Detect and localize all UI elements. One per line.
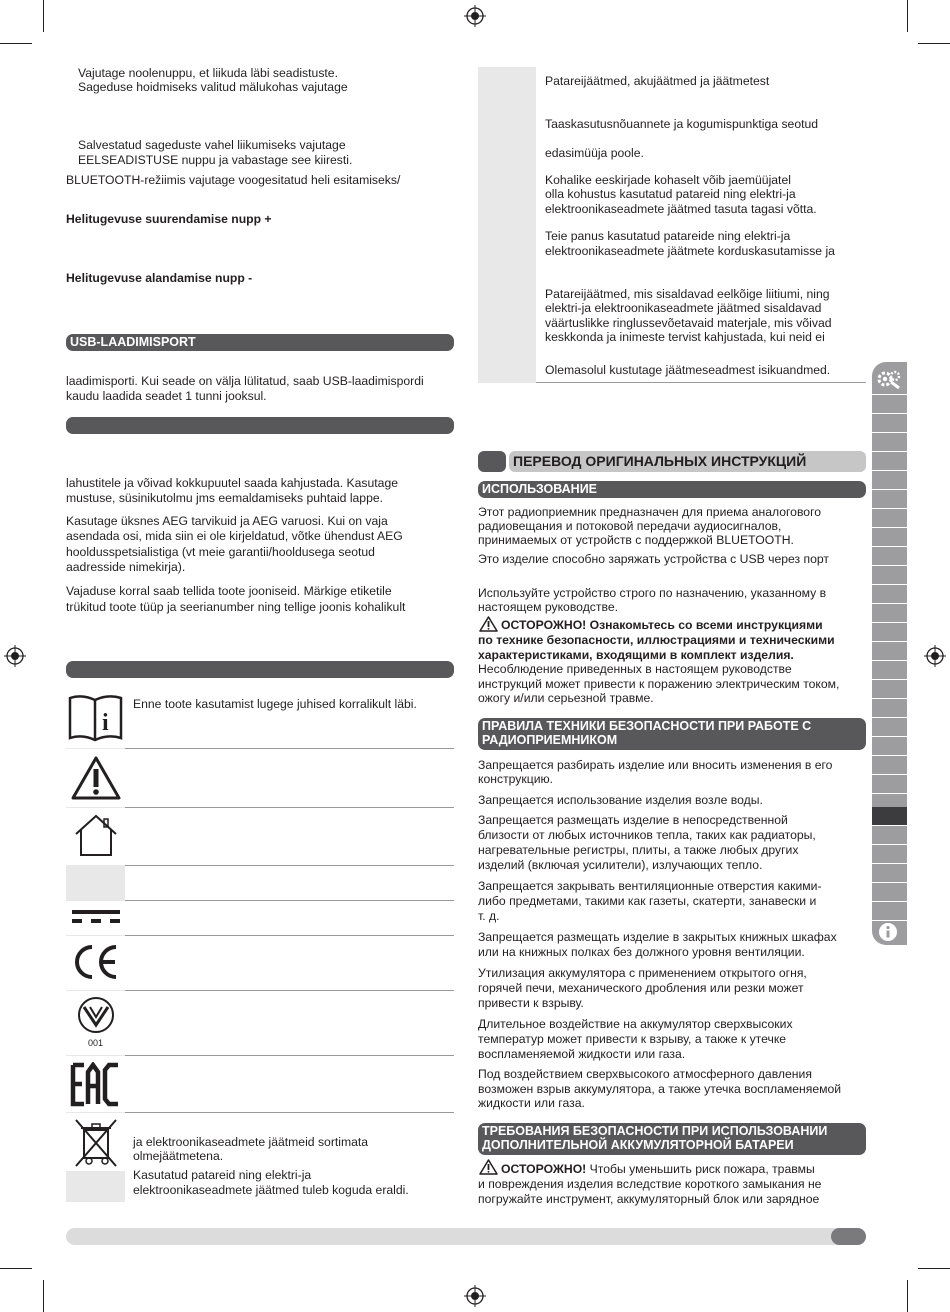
recycling-text: edasimüüja poole. [545, 146, 644, 160]
recycling-text: Patareijäätmed, akujäätmed ja jäätmetest [545, 74, 770, 88]
page-number-pill [831, 1228, 866, 1245]
side-tab [872, 414, 907, 432]
table-divider [125, 900, 454, 901]
warning-text: инструкций может привести к поражению электрическим током, [478, 677, 840, 691]
safety-item: Длительное воздействие на аккумулятор сверхвысоких [478, 1017, 793, 1031]
recycling-text: keskkonda ja inimeste tervist kahjustada, kui neid ei [545, 330, 825, 344]
recycling-text: elektroonikaseadmete jäätmed tasuta tagasi võtta. [545, 202, 817, 216]
recycling-text: Kohalike eeskirjade kohaselt võib jaemüüjatel [545, 173, 791, 187]
maintenance-header [66, 417, 454, 434]
ce-mark-icon [70, 942, 122, 982]
side-tab [872, 490, 907, 508]
registration-mark-icon [464, 5, 486, 27]
side-tab [872, 528, 907, 546]
info-icon [878, 922, 898, 942]
side-tab [872, 756, 907, 774]
safety-item: жидкости или газа. [478, 1096, 585, 1110]
use-text: радиовещания и потоковой передачи аудиосигналов, [478, 519, 782, 533]
crop-mark [0, 43, 32, 44]
maintenance-text: mustuse, süsinikutolmu jms eemaldamiseks puhtaid lappe. [66, 491, 384, 505]
safety-item: температур может привести к взрыву, а также к утечке [478, 1032, 787, 1046]
safety-item: Запрещается закрывать вентиляционные отверстия какими- [478, 879, 822, 893]
safety-item: горячей печи, механического дробления или резки может [478, 981, 804, 995]
use-text: принимаемых от устройств с поддержкой BLUETOOTH. [478, 533, 794, 547]
crop-mark [43, 1280, 44, 1312]
battery-warning-text: и повреждения изделия вследствие короткого замыкания не [478, 1177, 822, 1191]
safety-item: либо предметами, такими как газеты, скатерти, занавески и [478, 894, 817, 908]
safety-header [478, 718, 866, 750]
use-text: Это изделие способно заряжать устройства с USB через порт [478, 552, 829, 566]
table-divider [125, 935, 454, 936]
crop-mark [907, 0, 908, 32]
weee-text: Kasutatud patareid ning elektri-ja [133, 1168, 312, 1182]
maintenance-text: Kasutage üksnes AEG tarvikuid ja AEG varuosi. Kui on vaja [66, 514, 388, 528]
side-tab [872, 452, 907, 470]
safety-item: Запрещается разбирать изделие или вносить изменения в его [478, 758, 833, 772]
indoor-use-icon [72, 812, 120, 858]
recycling-text: väärtuslikke ringlussevõetavaid materjale, mis võivad [545, 316, 832, 330]
use-text: Этот радиоприемник предназначен для приема аналогового [478, 505, 822, 519]
crop-mark [918, 43, 950, 44]
read-manual-icon [67, 692, 124, 742]
battery-warning-text: погружайте инструмент, аккумуляторный блок или зарядное [478, 1192, 820, 1206]
maintenance-text: hooldusspetsialistiga (vt meie garantii/hooldusega seotud [66, 545, 375, 559]
side-tab [872, 566, 907, 584]
intro-line: BLUETOOTH-režiimis vajutage voogesitatud heli esitamiseks/ [66, 173, 401, 187]
side-tab [872, 826, 907, 844]
volume-down-label: Helitugevuse alandamise nupp - [66, 271, 253, 285]
crop-mark [918, 1268, 950, 1269]
maintenance-text: asendada osi, mida siin ei ole kirjeldatud, võtke ühendust AEG [66, 529, 403, 543]
safety-item: близости от любых источников тепла, таких как радиаторы, [478, 828, 816, 842]
table-divider [125, 990, 454, 991]
read-manual-text: Enne toote kasutamist lugege juhised korralikult läbi. [133, 697, 417, 711]
maintenance-text: Vajaduse korral saab tellida toote jooniseid. Märkige etiketile [66, 584, 392, 598]
gear-wrench-icon [876, 368, 902, 390]
side-tab [872, 883, 907, 901]
side-tab [872, 661, 907, 679]
battery-header-line: ДОПОЛНИТЕЛЬНОЙ АККУМУЛЯТОРНОЙ БАТАРЕИ [482, 1137, 794, 1152]
symbols-header [66, 661, 454, 678]
crop-mark [0, 1268, 32, 1269]
eac-mark-icon [70, 1062, 122, 1107]
recycling-text: elektroonikaseadmete jäätmete korduskasutamisse ja [545, 244, 835, 258]
safety-item: Утилизация аккумулятора с применением открытого огня, [478, 966, 807, 980]
safety-item: Запрещается размещать изделие в закрытых книжных шкафах [478, 930, 837, 944]
safety-item: Запрещается использование изделия возле воды. [478, 793, 763, 807]
side-tab [872, 642, 907, 660]
side-tab [872, 509, 907, 527]
safety-item: т. д. [478, 909, 500, 923]
crossed-bin-icon [72, 1116, 120, 1168]
use-text: настоящем руководстве. [478, 600, 618, 614]
crop-mark [43, 0, 44, 32]
side-tab [872, 623, 907, 641]
battery-warning [501, 1162, 815, 1177]
side-tab [872, 604, 907, 622]
warning-bold-text: ОСТОРОЖНО! Ознакомьтесь со всеми инструкциями [501, 618, 823, 632]
recycling-text: Olemasolul kustutage jäätmeseadmest isikuandmed. [545, 363, 831, 377]
intro-line: Sageduse hoidmiseks valitud mälukohas vajutage [78, 80, 348, 94]
svg-text:i: i [102, 710, 109, 736]
side-tab [872, 902, 907, 920]
side-tab [872, 775, 907, 793]
warning-text: ожогу и/или серьезной травме. [478, 691, 654, 705]
safety-item: конструкцию. [478, 772, 554, 786]
warning-icon [479, 1159, 498, 1175]
usb-header: USB-LAADIMISPORT [66, 334, 454, 351]
recycling-text: elektri-ja elektroonikaseadmete jäätmed sisaldavad [545, 301, 822, 315]
registration-mark-icon [4, 645, 26, 667]
usb-text: laadimisporti. Kui seade on välja lülitatud, saab USB-laadimispordi [66, 374, 424, 388]
intro-line: EELSEADISTUSE nuppu ja vabastage see kiiresti. [78, 153, 353, 167]
side-tab [872, 433, 907, 451]
safety-item: привести к взрыву. [478, 996, 584, 1010]
weee-text: olmejäätmetena. [133, 1149, 224, 1163]
battery-warning-text: Чтобы уменьшить риск пожара, травмы [586, 1162, 815, 1176]
safety-item: возможен взрыв аккумулятора, а также утечка воспламеняемой [478, 1082, 842, 1096]
battery-warning-bold: ОСТОРОЖНО! [501, 1162, 587, 1176]
recycling-text: Teie panus kasutatud patareide ning elektri-ja [545, 229, 791, 243]
safety-item: изделий (включая усилители), излучающих тепло. [478, 858, 763, 872]
intro-line: Salvestatud sageduste vahel liikumiseks vajutage [78, 138, 346, 152]
safety-item: или на книжных полках без должного уровня вентиляции. [478, 945, 805, 959]
side-tab [872, 585, 907, 603]
side-tab [872, 737, 907, 755]
warning-icon [70, 755, 122, 801]
safety-item: Запрещается размещать изделие в непосредственной [478, 813, 788, 827]
registration-mark-icon [924, 645, 946, 667]
table-divider [125, 1055, 454, 1056]
table-divider [125, 1112, 454, 1113]
safety-item: Под воздействием сверхвысокого атмосферного давления [478, 1067, 812, 1081]
language-tab [478, 451, 506, 472]
side-tab [872, 845, 907, 863]
use-text: Используйте устройство строго по назначению, указанному в [478, 586, 827, 600]
recycling-text: olla kohustus kasutatud patareid ning elektri-ja [545, 187, 796, 201]
direct-current-icon [70, 907, 122, 927]
battery-header [478, 1123, 866, 1155]
usb-text: kaudu laadida seadet 1 tunni jooksul. [66, 389, 267, 403]
volume-up-label: Helitugevuse suurendamise nupp + [66, 212, 272, 226]
safety-header-line: РАДИОПРИЕМНИКОМ [482, 732, 618, 747]
weee-text: ja elektroonikaseadmete jäätmeid sortimata [133, 1135, 369, 1149]
recycling-bottom-line [536, 382, 866, 383]
maintenance-text: aadresside nimekirja). [66, 560, 186, 574]
crop-mark [907, 1280, 908, 1312]
table-divider [125, 748, 454, 749]
use-header: ИСПОЛЬЗОВАНИЕ [478, 481, 866, 498]
table-divider [125, 865, 454, 866]
side-tab [872, 864, 907, 882]
weee-text: elektroonikaseadmete jäätmed tuleb koguda eraldi. [133, 1183, 409, 1197]
recycling-text: Taaskasutusnõuannete ja kogumispunktiga seotud [545, 117, 819, 131]
russian-title: ПЕРЕВОД ОРИГИНАЛЬНЫХ ИНСТРУКЦИЙ [513, 453, 807, 469]
battery-header-line: ТРЕБОВАНИЯ БЕЗОПАСНОСТИ ПРИ ИСПОЛЬЗОВАНИИ [482, 1124, 828, 1138]
recycling-cell [478, 67, 536, 383]
side-tab [872, 471, 907, 489]
side-tab [872, 395, 907, 413]
recycling-text: Patareijäätmed, mis sisaldavad eelkõige liitiumi, ning [545, 287, 830, 301]
maintenance-text: trükitud toote tüüp ja seerianumber ning tellige joonis kohalikult [66, 600, 406, 614]
safety-item: нагревательные регистры, плиты, а также любых других [478, 843, 799, 857]
maintenance-text: lahustitele ja võivad kokkupuutel saada kahjustada. Kasutage [66, 476, 398, 490]
footer-bar [66, 1228, 866, 1245]
warning-text: Несоблюдение приведенных в настоящем руководстве [478, 662, 792, 676]
ukrainian-conformity-icon [76, 995, 116, 1035]
safety-header-line: ПРАВИЛА ТЕХНИКИ БЕЗОПАСНОСТИ ПРИ РАБОТЕ С [482, 719, 812, 733]
warning-bold-text: по технике безопасности, иллюстрациями и техническими [478, 633, 835, 647]
side-tab [872, 699, 907, 717]
table-divider [125, 807, 454, 808]
side-tab [872, 680, 907, 698]
warning-bold-text: характеристиками, входящими в комплект изделия. [478, 648, 794, 662]
side-tab [872, 547, 907, 565]
intro-line: Vajutage noolenuppu, et liikuda läbi seadistuste. [78, 66, 338, 80]
side-tab [872, 718, 907, 736]
warning-icon [479, 616, 498, 632]
side-tab-active [872, 807, 907, 825]
registration-mark-icon [464, 1285, 486, 1307]
ukrainian-code: 001 [88, 1038, 104, 1048]
safety-item: воспламеняемой жидкости или газа. [478, 1047, 686, 1061]
